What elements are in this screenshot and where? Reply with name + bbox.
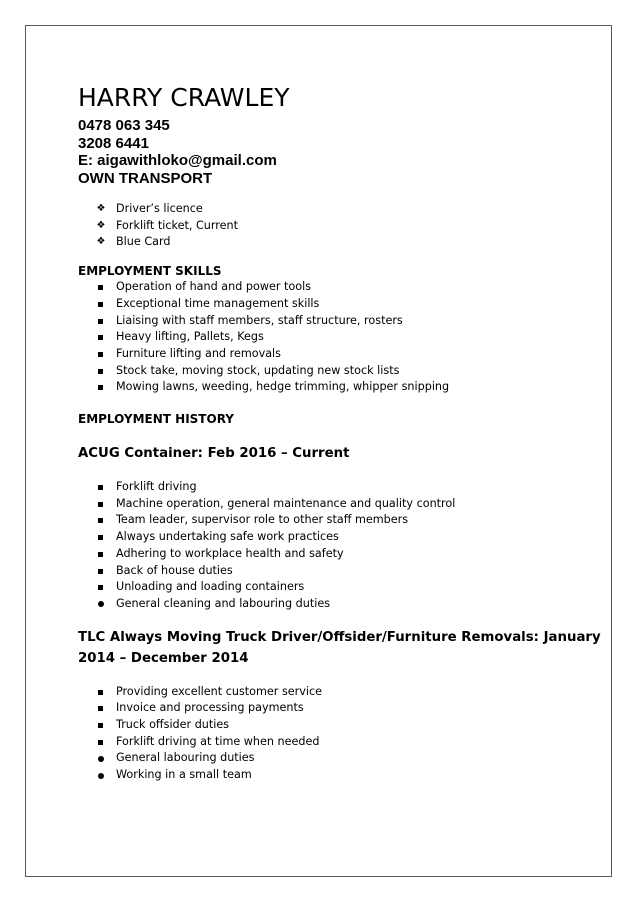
job-heading-block — [78, 627, 601, 669]
list-item: Furniture lifting and removals — [116, 346, 281, 360]
list-item: Invoice and processing payments — [116, 701, 304, 715]
list-item: ❖ Blue Card — [78, 234, 598, 251]
list-item: Heavy lifting, Pallets, Kegs — [116, 330, 264, 344]
list-item: Machine operation, general maintenance and quality control — [116, 496, 456, 510]
list-item: Mowing lawns, weeding, hedge trimming, whipper snipping — [116, 380, 450, 394]
contact-details — [78, 117, 598, 187]
list-item: Providing excellent customer service — [116, 684, 323, 698]
diamond-bullet-icon: ❖ — [96, 203, 106, 214]
list-item: Exceptional time management skills — [116, 296, 320, 310]
history-heading: EMPLOYMENT HISTORY — [78, 412, 234, 427]
applicant-name: HARRY CRAWLEY — [78, 83, 290, 112]
diamond-bullet-icon: ❖ — [96, 219, 106, 231]
job-duties-list — [78, 684, 598, 784]
list-item: Team leader, supervisor role to other staff members — [116, 513, 409, 527]
licence-list — [78, 201, 598, 251]
list-item: Liaising with staff members, staff structure, rosters — [116, 313, 403, 327]
list-item: Truck offsider duties — [116, 718, 230, 732]
job-heading: TLC Always Moving Truck Driver/Offsider/Furniture Removals: January — [78, 629, 601, 645]
diamond-bullet-icon: ❖ — [96, 236, 106, 248]
list-item: Forklift driving at time when needed — [116, 734, 320, 748]
list-item: ❖ Driver’s licence — [78, 201, 598, 218]
list-item: Forklift driving — [116, 480, 197, 494]
phone-mobile: 0478 063 345 — [78, 117, 170, 134]
list-item: Stock take, moving stock, updating new stock lists — [116, 363, 400, 377]
list-item: Working in a small team — [116, 768, 252, 782]
list-item: General labouring duties — [116, 751, 255, 765]
skills-list — [78, 279, 598, 396]
list-item: ❖ Forklift ticket, Current — [78, 218, 598, 235]
list-item: Unloading and loading containers — [116, 580, 305, 594]
list-item: Always undertaking safe work practices — [116, 530, 339, 544]
transport-note: OWN TRANSPORT — [78, 169, 213, 187]
resume-document — [78, 82, 601, 784]
job-heading: ACUG Container: Feb 2016 – Current — [78, 446, 350, 462]
list-item: General cleaning and labouring duties — [116, 596, 331, 610]
phone-landline: 3208 6441 — [78, 134, 149, 152]
email-address: E: aigawithloko@gmail.com — [78, 152, 277, 169]
list-item: Adhering to workplace health and safety — [116, 546, 344, 560]
list-item: Back of house duties — [116, 563, 233, 577]
list-item: Operation of hand and power tools — [116, 280, 312, 294]
job-heading-continued: 2014 – December 2014 — [78, 650, 249, 666]
job-duties-list — [78, 479, 598, 613]
skills-heading: EMPLOYMENT SKILLS — [78, 264, 222, 279]
